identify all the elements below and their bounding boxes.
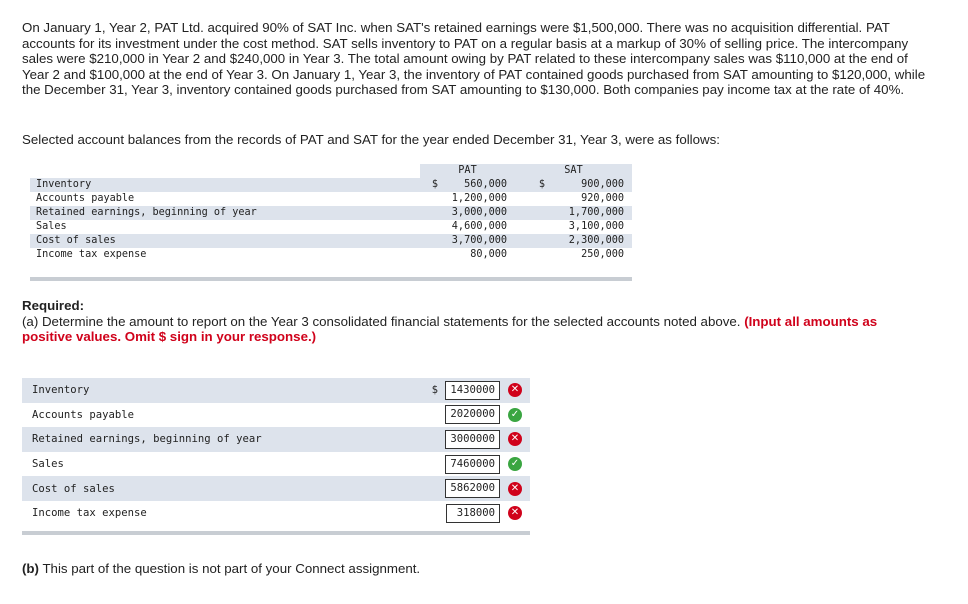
currency-sign: $ — [431, 179, 438, 190]
cost-of-sales-input[interactable]: 5862000 — [445, 479, 500, 498]
sales-input[interactable]: 7460000 — [445, 455, 500, 474]
sat-value: 3,100,000 — [568, 221, 624, 232]
answer-row — [22, 476, 530, 501]
sat-value: 250,000 — [581, 249, 624, 260]
required-heading: Required: — [22, 298, 85, 313]
pat-header: PAT — [420, 164, 515, 178]
sat-value: 2,300,000 — [568, 235, 624, 246]
part-b-note — [22, 561, 420, 576]
row-label: Inventory — [36, 179, 92, 190]
table-row — [30, 220, 632, 234]
pat-value: 560,000 — [464, 179, 507, 190]
balances-table — [30, 164, 632, 262]
table-row — [30, 248, 632, 262]
incorrect-icon: ✕ — [508, 506, 522, 520]
correct-check-icon: ✓ — [508, 408, 522, 422]
answer-label: Income tax expense — [32, 507, 147, 520]
table-row — [30, 192, 632, 206]
sat-value: 920,000 — [581, 193, 624, 204]
input-instruction: (Input all amounts as positive values. Omit $ sign in your response.) — [22, 313, 878, 345]
answer-row — [22, 403, 530, 428]
answer-label: Sales — [32, 458, 64, 471]
correct-check-icon: ✓ — [508, 457, 522, 471]
pat-value: 3,000,000 — [451, 207, 507, 218]
row-label: Retained earnings, beginning of year — [36, 207, 257, 218]
accounts-payable-input[interactable]: 2020000 — [445, 405, 500, 424]
table-row — [30, 206, 632, 220]
answer-row — [22, 427, 530, 452]
required-section — [22, 298, 927, 345]
incorrect-icon: ✕ — [508, 482, 522, 496]
pat-value: 1,200,000 — [451, 193, 507, 204]
part-a-text: (a) Determine the amount to report on the Year 3 consolidated financial statements for the selected accounts noted above. — [22, 313, 741, 329]
pat-value: 4,600,000 — [451, 221, 507, 232]
answer-label: Cost of sales — [32, 482, 115, 495]
sat-value: 900,000 — [581, 179, 624, 190]
table-row — [30, 234, 632, 248]
answer-label: Accounts payable — [32, 408, 135, 421]
inventory-input[interactable]: 1430000 — [445, 381, 500, 400]
answer-label: Retained earnings, beginning of year — [32, 433, 262, 446]
incorrect-icon: ✕ — [508, 383, 522, 397]
part-b-label: (b) — [22, 561, 39, 576]
row-label: Income tax expense — [36, 249, 147, 260]
row-label: Accounts payable — [36, 193, 135, 204]
pat-value: 80,000 — [470, 249, 507, 260]
part-b-text: This part of the question is not part of your Connect assignment. — [38, 561, 421, 576]
sat-header: SAT — [515, 164, 632, 178]
table-divider — [30, 277, 632, 281]
row-label: Cost of sales — [36, 235, 116, 246]
currency-sign: $ — [538, 179, 545, 190]
currency-sign: $ — [431, 384, 438, 397]
answer-row — [22, 378, 530, 403]
sat-value: 1,700,000 — [568, 207, 624, 218]
income-tax-expense-input[interactable]: 318000 — [446, 504, 500, 523]
answer-table — [22, 378, 530, 526]
incorrect-icon: ✕ — [508, 432, 522, 446]
answer-row — [22, 501, 530, 526]
problem-text: On January 1, Year 2, PAT Ltd. acquired 90% of SAT Inc. when SAT's retained earnings were $1,500,000. There was no acquisition differential. PAT accounts for its investment under the cost method. SAT sells inventory to PAT on a regular basis at a markup of 30% of selling price. The intercompany sales were $210,000 in Year 2 and $240,000 in Year 3. The total amount owing by PAT related to these intercompany sales was $110,000 at the end of Year 2 and $100,000 at the end of Year 3. On January 1, Year 3, the inventory of PAT contained goods purchased from SAT amounting to $120,000, while the December 31, Year 3, inventory contained goods purchased from SAT amounting to $130,000. Both companies pay income tax at the rate of 40%. — [22, 20, 926, 98]
answer-divider — [22, 531, 530, 535]
answer-row — [22, 452, 530, 477]
selected-intro: Selected account balances from the records of PAT and SAT for the year ended December 31, Year 3, were as follows: — [22, 132, 720, 147]
pat-value: 3,700,000 — [451, 235, 507, 246]
answer-label: Inventory — [32, 384, 90, 397]
retained-earnings-input[interactable]: 3000000 — [445, 430, 500, 449]
table-row — [30, 178, 632, 192]
row-label: Sales — [36, 221, 67, 232]
